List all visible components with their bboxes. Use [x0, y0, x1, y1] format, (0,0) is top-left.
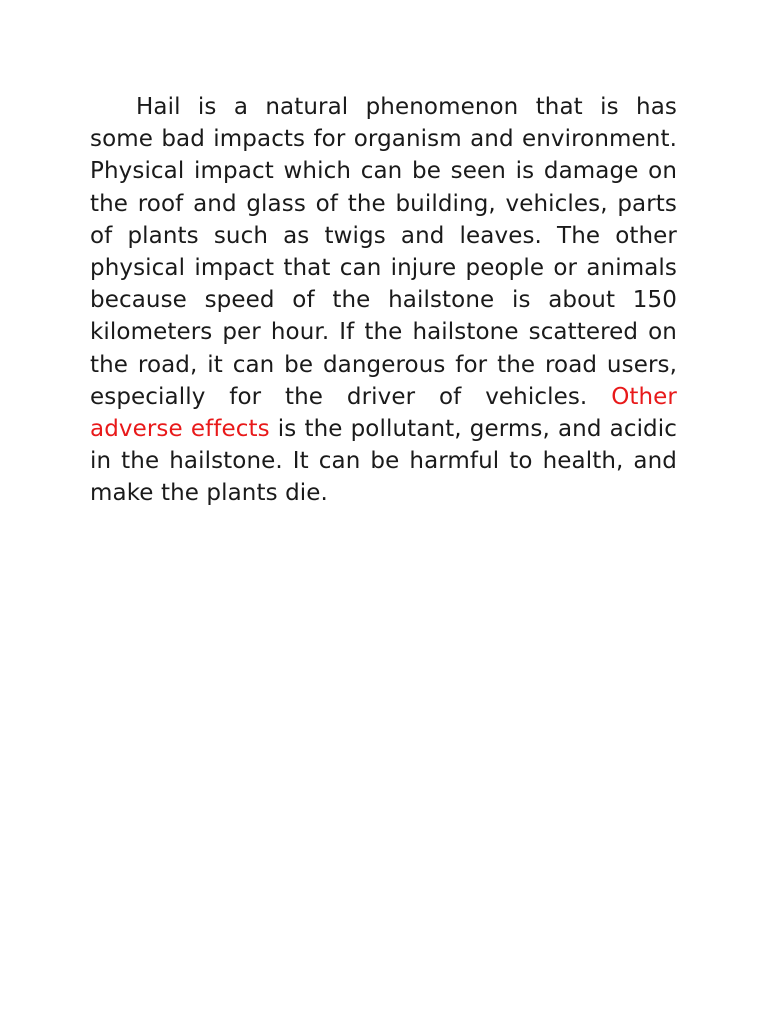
body-paragraph: [90, 91, 677, 510]
highlighted-phrase: Other adverse effects: [90, 383, 677, 443]
paragraph-text-before: Hail is a natural phenomenon that is has some bad impacts for organism and environment. Physical impact which can be seen is damage on the roof and glass of the building, vehicles, parts of plants such as twigs and leaves. The other physical impact that can injure people or animals because speed of the hailstone is about 150 kilometers per hour. If the hailstone scattered on the road, it can be dangerous for the road users, especially for the driver of vehicles.: [90, 94, 677, 410]
paragraph-text-after: is the pollutant, germs, and acidic in the hailstone. It can be harmful to health, and make the plants die.: [90, 416, 677, 507]
